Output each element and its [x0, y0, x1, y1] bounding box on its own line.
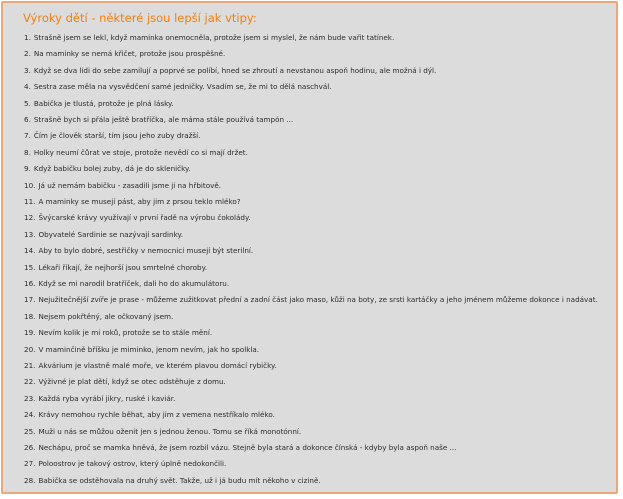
list-item [24, 211, 251, 225]
item-number: 4. [24, 82, 31, 92]
item-number: 11. [24, 197, 36, 206]
item-number: 6. [24, 115, 31, 124]
item-text: Aby to bylo dobré, sestřičky v nemocnici musejí být sterilní. [38, 246, 254, 256]
list-item [24, 408, 275, 422]
item-text: Babička se odstěhovala na druhý svět. Takže, už i já budu mít někoho v cizině. [38, 475, 321, 485]
item-text: Když babičku bolej zuby, dá je do skleničky. [33, 164, 191, 174]
item-text: Když se mi narodil bratříček, dali ho do akumulátoru. [38, 279, 230, 288]
list-item [24, 441, 456, 455]
item-number: 15. [24, 262, 36, 272]
item-text: Muži u nás se můžou oženit jen s jednou ženou. Tomu se říká monotónní. [38, 426, 302, 436]
list-item [24, 261, 207, 275]
content-panel [1, 1, 618, 494]
list-item [24, 293, 598, 307]
list-item [24, 129, 200, 143]
item-number: 24. [24, 410, 36, 420]
item-number: 23. [24, 393, 36, 403]
item-number: 3. [24, 65, 31, 75]
list-item [24, 162, 191, 176]
item-number: 2. [24, 49, 31, 59]
item-text: Každá ryba vyrábí jikry, ruské i kaviár. [38, 393, 176, 403]
item-text: V maminčině bříšku je miminko, jenom nevím, jak ho spolkla. [38, 344, 260, 354]
item-text: Obyvatelé Sardinie se nazývají sardinky. [38, 229, 184, 239]
item-text: Na maminky se nemá křičet, protože jsou prospěšné. [33, 49, 226, 59]
item-number: 28. [24, 475, 36, 485]
item-text: Strašně jsem se lekl, když maminka onemocněla, protože jsem si myslel, že nám bude vařit tatínek. [33, 33, 395, 42]
page-title: Výroky dětí - některé jsou lepší jak vtipy: [23, 11, 257, 25]
item-number: 20. [24, 344, 36, 354]
item-number: 8. [24, 147, 31, 157]
item-text: Já už nemám babičku - zasadili jsme ji na hřbitově. [38, 180, 222, 190]
item-text: Sestra zase měla na vysvědčení samé jedničky. Vsadím se, že mi to dělá naschvál. [33, 82, 332, 92]
item-text: Babička je tlustá, protože je plná lásky. [33, 98, 174, 108]
list-item [24, 277, 229, 291]
item-text: Krávy nemohou rychle běhat, aby jim z vemena nestříkalo mléko. [38, 410, 275, 420]
list-item [24, 47, 225, 61]
item-number: 14. [24, 246, 36, 256]
item-text: Strašně bych si přála ještě bratříčka, ale máma stále používá tampón ... [33, 115, 294, 124]
list-item [24, 457, 226, 471]
item-number: 21. [24, 361, 36, 370]
item-number: 9. [24, 164, 31, 174]
list-item [24, 195, 241, 209]
item-text: Nechápu, proč se mamka hněvá, že jsem rozbil vázu. Stejně byla stará a dokonce čínská - kdyby byla aspoň naše ... [38, 443, 457, 452]
item-text: Nevím kolik je mi roků, protože se to stále mění. [38, 328, 213, 338]
item-text: Čím je člověk starší, tím jsou jeho zuby dražší. [33, 131, 201, 141]
list-item [24, 80, 332, 94]
item-text: Lékaři říkají, že nejhorší jsou smrtelné choroby. [38, 262, 208, 272]
item-number: 26. [24, 443, 36, 452]
list-item [24, 343, 259, 357]
list-item [24, 326, 212, 340]
list-item [24, 64, 436, 78]
item-number: 5. [24, 98, 31, 108]
item-number: 25. [24, 426, 36, 436]
list-item [24, 244, 253, 258]
item-number: 17. [24, 295, 36, 305]
item-number: 16. [24, 279, 36, 288]
list-item [24, 392, 175, 406]
item-number: 12. [24, 213, 36, 223]
list-item [24, 425, 301, 439]
item-text: Akvárium je vlastně malé moře, ve kterém plavou domácí rybičky. [38, 361, 277, 370]
item-number: 10. [24, 180, 36, 190]
list-item [24, 31, 394, 45]
item-number: 27. [24, 459, 36, 469]
list-item [24, 474, 321, 488]
item-text: Švýcarské krávy využívají v první řadě na výrobu čokolády. [38, 213, 251, 223]
item-number: 18. [24, 311, 36, 321]
item-number: 7. [24, 131, 31, 141]
list-item [24, 228, 183, 242]
item-text: Holky neumí čůrat ve stoje, protože nevědí co si mají držet. [33, 147, 248, 157]
list-item [24, 113, 293, 127]
list-item [24, 375, 226, 389]
item-text: Když se dva lidi do sebe zamilují a poprvé se políbí, hned se zhroutí a nevstanou aspoň hodinu, ale možná i dýl. [33, 65, 437, 75]
list-item [24, 179, 221, 193]
item-number: 1. [24, 33, 31, 42]
list-item [24, 146, 248, 160]
item-number: 13. [24, 229, 36, 239]
item-text: Nejsem pokřtěný, ale očkovaný jsem. [38, 311, 174, 321]
list-item [24, 310, 173, 324]
item-number: 19. [24, 328, 36, 338]
item-text: A maminky se musejí pást, aby jim z prsou teklo mléko? [38, 197, 241, 206]
list-item [24, 359, 277, 373]
item-text: Nejužitečnější zvíře je prase - můžeme zužitkovat přední a zadní část jako maso, kůži na boty, ze srsti kartáčky a jeho jménem můžeme dokonce i nadávat. [38, 295, 598, 305]
item-number: 22. [24, 377, 36, 387]
list-item [24, 97, 174, 111]
item-text: Poloostrov je takový ostrov, který úplně nedokončili. [38, 459, 227, 469]
item-text: Výživné je plat dětí, když se otec odstěhuje z domu. [38, 377, 226, 387]
